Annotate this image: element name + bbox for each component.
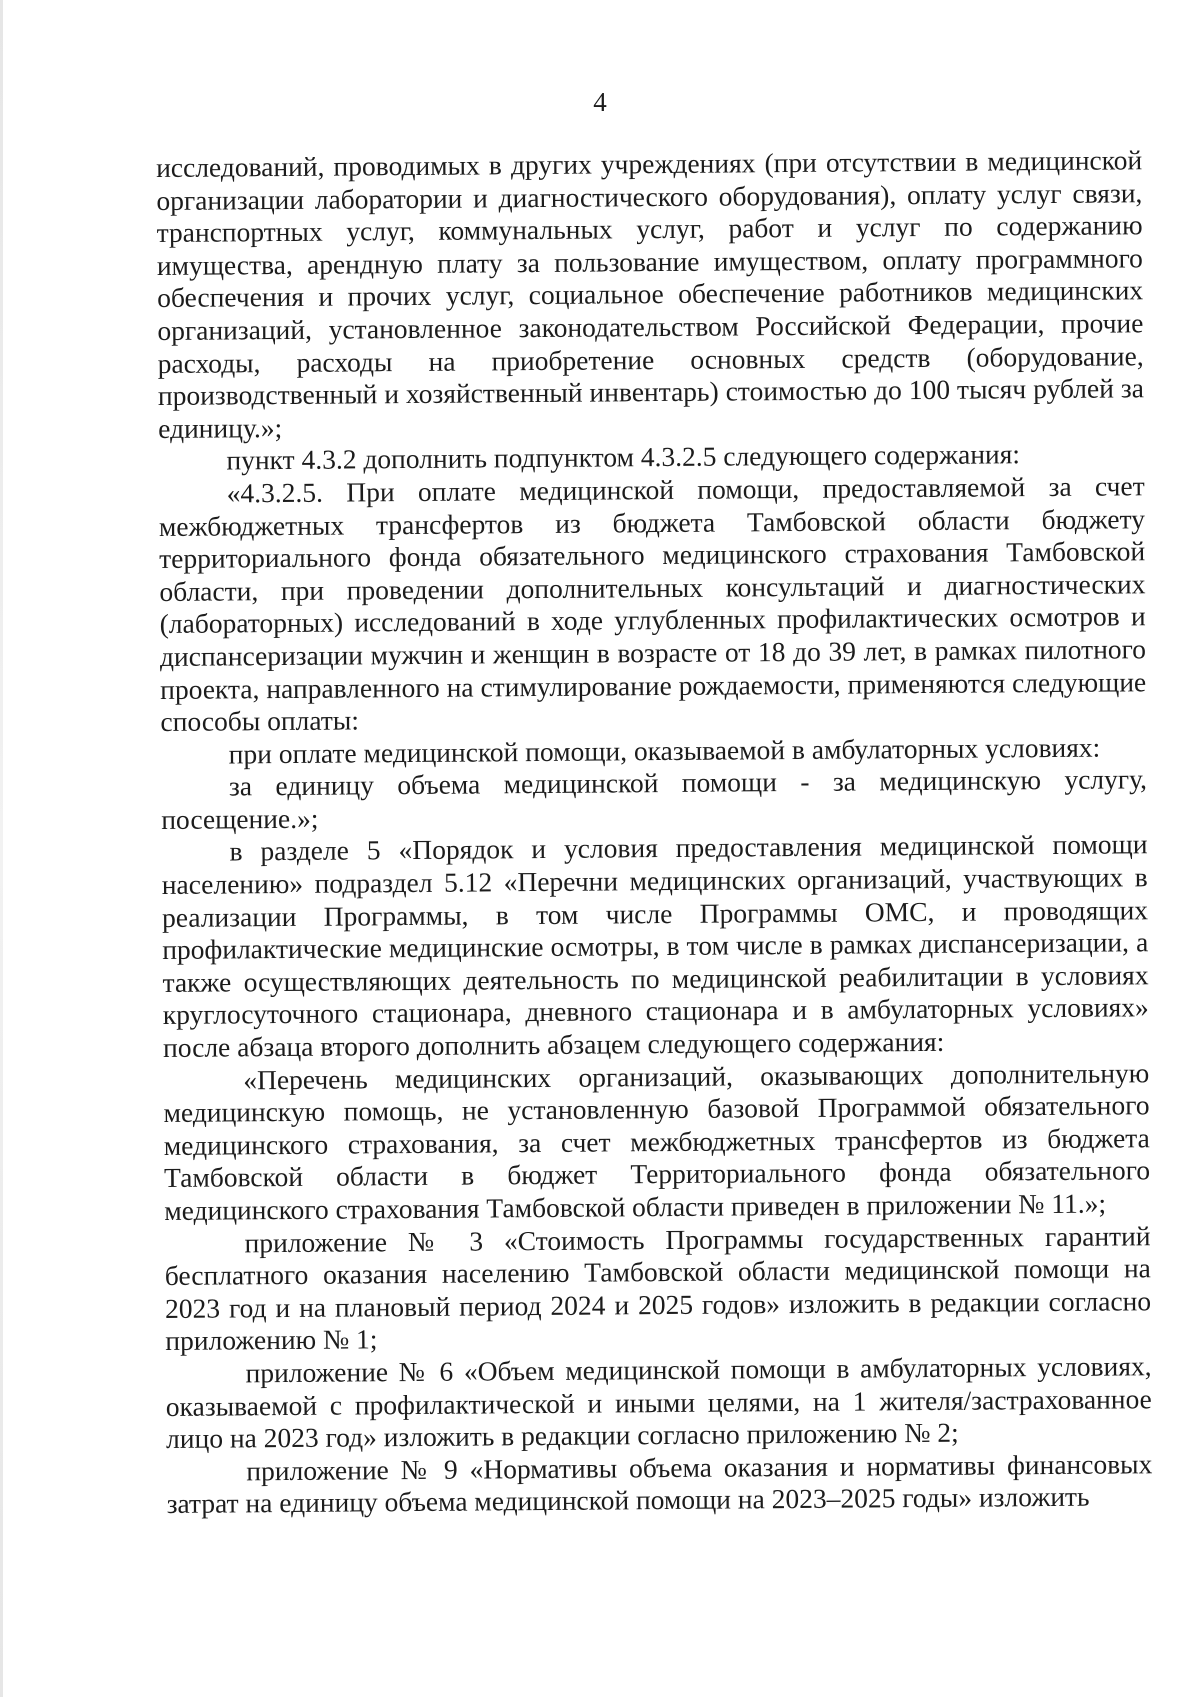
paragraph-appendix-6: приложение № 6 «Объем медицинской помощи в амбулаторных условиях, оказываемой с профилактической и иными целями, на 1 жителя/застрахованное лицо на 2023 год» изложить в редакции согласно приложению № 2; <box>165 1350 1152 1455</box>
document-body <box>156 144 1153 1521</box>
paragraph-unit-of-volume: за единицу объема медицинской помощи - за медицинскую услугу, посещение.»; <box>161 763 1148 835</box>
page-number: 4 <box>593 87 607 117</box>
scan-edge <box>0 0 3 1697</box>
paragraph-section-5: в разделе 5 «Порядок и условия предоставления медицинской помощи населению» подраздел 5.12 «Перечни медицинских организаций, участвующих в реализации Программы, в том числе Программы ОМС, и проводящих профилактические медицинские осмотры, в том числе в рамках диспансеризации, а также осуществляющих деятельность по медицинской реабилитации в условиях круглосуточного стационара, дневного стационара и в амбулаторных условиях» после абзаца второго дополнить абзацем следующего содержания: <box>161 828 1149 1064</box>
paragraph-expenses-continuation: исследований, проводимых в других учреждениях (при отсутствии в медицинской организации лаборатории и диагностического оборудования), оплату услуг связи, транспортных услуг, коммунальных услуг, работ и услуг по содержанию имущества, арендную плату за пользование имуществом, оплату программного обеспечения и прочих услуг, социальное обеспечение работников медицинских организаций, установленное законодательством Российской Федерации, прочие расходы, расходы на приобретение основных средств (оборудование, производственный и хозяйственный инвентарь) стоимостью до 100 тысяч рублей за единицу.»; <box>156 144 1145 444</box>
paragraph-subitem-4-3-2-5: «4.3.2.5. При оплате медицинской помощи, предоставляемой за счет межбюджетных трансфертов из бюджета Тамбовской области бюджету территориального фонда обязательного медицинского страхования Тамбовской области, при проведении дополнительных консультаций и диагностических (лабораторных) исследований в ходе углубленных профилактических осмотров и диспансеризации мужчин и женщин в возрасте от 18 до 39 лет, в рамках пилотного проекта, направленного на стимулирование рождаемости, применяются следующие способы оплаты: <box>158 470 1147 738</box>
paragraph-appendix-9: приложение № 9 «Нормативы объема оказания и нормативы финансовых затрат на единицу объема медицинской помощи на 2023–2025 годы» изложить <box>166 1447 1153 1520</box>
paragraph-organizations-list: «Перечень медицинских организаций, оказывающих дополнительную медицинскую помощь, не установленную базовой Программой обязательного медицинского страхования, за счет межбюджетных трансфертов из бюджета Тамбовской области в бюджет Территориального фонда обязательного медицинского страхования Тамбовской области приведен в приложении № 11.»; <box>163 1056 1151 1226</box>
paragraph-ambulatory-payment: при оплате медицинской помощи, оказываемой в амбулаторных условиях: <box>228 731 1101 770</box>
paragraph-item-4-3-2: пункт 4.3.2 дополнить подпунктом 4.3.2.5 следующего содержания: <box>226 438 1021 476</box>
paragraph-appendix-3: приложение № 3 «Стоимость Программы государственных гарантий бесплатного оказания населению Тамбовской области медицинской помощи на 2023 год и на плановый период 2024 и 2025 годов» изложить в редакции согласно приложению № 1; <box>164 1219 1152 1357</box>
